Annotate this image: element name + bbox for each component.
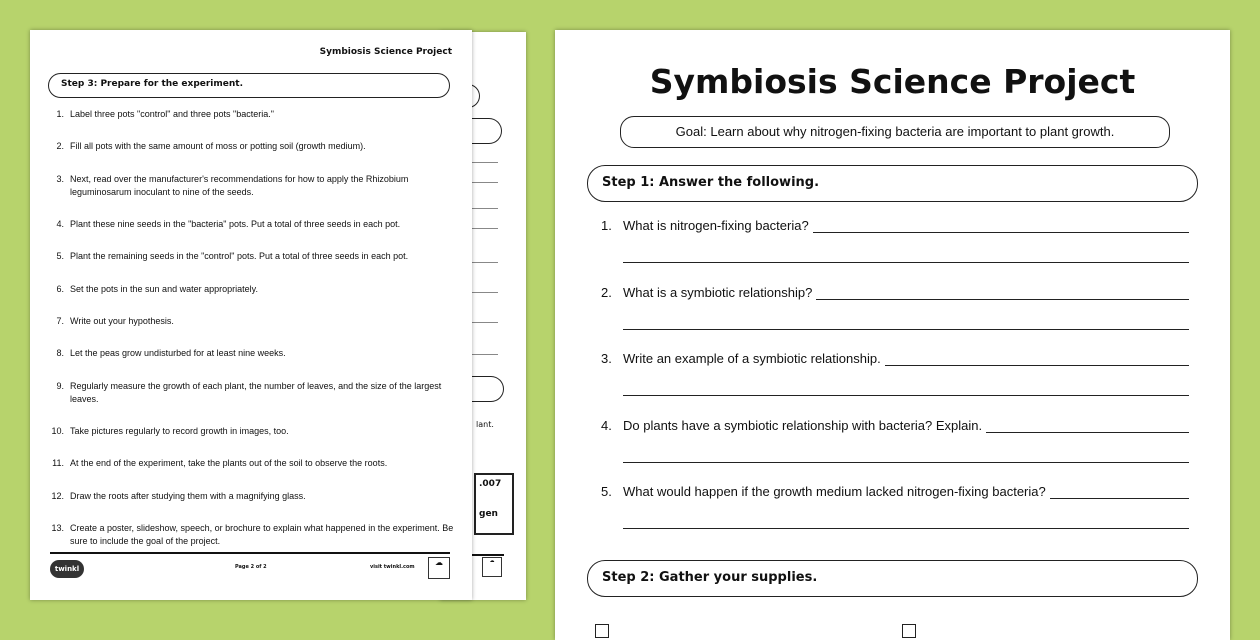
question-item: 4. Do plants have a symbiotic relationship with bacteria? Explain. (601, 418, 1189, 433)
instruction-item: 1. Label three pots "control" and three pots "bacteria." (56, 109, 274, 119)
question-item: 3. Write an example of a symbiotic relationship. (601, 351, 1189, 366)
instruction-item: 10. Take pictures regularly to record growth in images, too. (51, 425, 289, 436)
table-fragment: .007 gen (474, 473, 514, 535)
twinkl-logo: twinkl (50, 560, 84, 578)
answer-line[interactable] (986, 421, 1189, 433)
answer-line[interactable] (816, 288, 1189, 300)
step-1-heading: Step 1: Answer the following. (587, 165, 1198, 202)
answer-line[interactable] (813, 221, 1189, 233)
instruction-list (48, 108, 458, 548)
instruction-item: 11. At the end of the experiment, take the plants out of the soil to observe the roots. (52, 458, 388, 469)
instruction-item: 12. Draw the roots after studying them with a magnifying glass. (51, 490, 306, 501)
supply-checkbox[interactable] (902, 624, 916, 638)
question-item: 1. What is nitrogen-fixing bacteria? (601, 218, 1189, 233)
instruction-item: 6. Set the pots in the sun and water appropriately. (56, 283, 258, 294)
page-title: Symbiosis Science Project (649, 62, 1136, 101)
worksheet-page-2 (30, 30, 472, 600)
step-2-heading: Step 2: Gather your supplies. (587, 560, 1198, 597)
instruction-item: 7. Write out your hypothesis. (56, 315, 174, 326)
page-header: Symbiosis Science Project (319, 47, 452, 57)
instruction-item: 4. Plant these nine seeds in the "bacteria" pots. Put a total of three seeds in each pot. (56, 218, 401, 229)
instruction-item: 5. Plant the remaining seeds in the "control" pots. Put a total of three seeds in each pot. (56, 251, 409, 262)
fragment-text: lant. (476, 420, 494, 429)
instruction-item: 3. Next, read over the manufacturer's recommendations for how to apply the Rhizobium leguminosarum inoculant to nine of the seeds. (56, 173, 409, 197)
answer-line[interactable] (885, 354, 1189, 366)
answer-line[interactable] (623, 329, 1189, 330)
question-item: 2. What is a symbiotic relationship? (601, 285, 1189, 300)
answer-line[interactable] (623, 262, 1189, 263)
answer-line[interactable] (623, 462, 1189, 463)
instruction-item: 13. Create a poster, slideshow, speech, or brochure to explain what happened in the experiment. Be sure to include the goal of the project. (51, 522, 454, 546)
page-number: Page 2 of 2 (235, 564, 267, 570)
step-3-heading: Step 3: Prepare for the experiment. (48, 73, 450, 98)
answer-line[interactable] (623, 528, 1189, 529)
instruction-item: 9. Regularly measure the growth of each plant, the number of leaves, and the size of the largest leaves. (56, 380, 442, 404)
twinkl-badge-icon: ☁ (428, 557, 450, 579)
answer-line[interactable] (1050, 487, 1189, 499)
site-link[interactable]: visit twinkl.com (370, 564, 415, 570)
goal-box: Goal: Learn about why nitrogen-fixing bacteria are important to plant growth. (620, 116, 1170, 148)
answer-line[interactable] (623, 395, 1189, 396)
twinkl-badge-icon: ☁ (482, 557, 502, 577)
instruction-item: 2. Fill all pots with the same amount of moss or potting soil (growth medium). (56, 141, 366, 152)
worksheet-page-1 (555, 30, 1230, 640)
instruction-item: 8. Let the peas grow undisturbed for at least nine weeks. (56, 348, 286, 359)
supply-checkbox[interactable] (595, 624, 609, 638)
question-item: 5. What would happen if the growth medium lacked nitrogen-fixing bacteria? (601, 484, 1189, 499)
